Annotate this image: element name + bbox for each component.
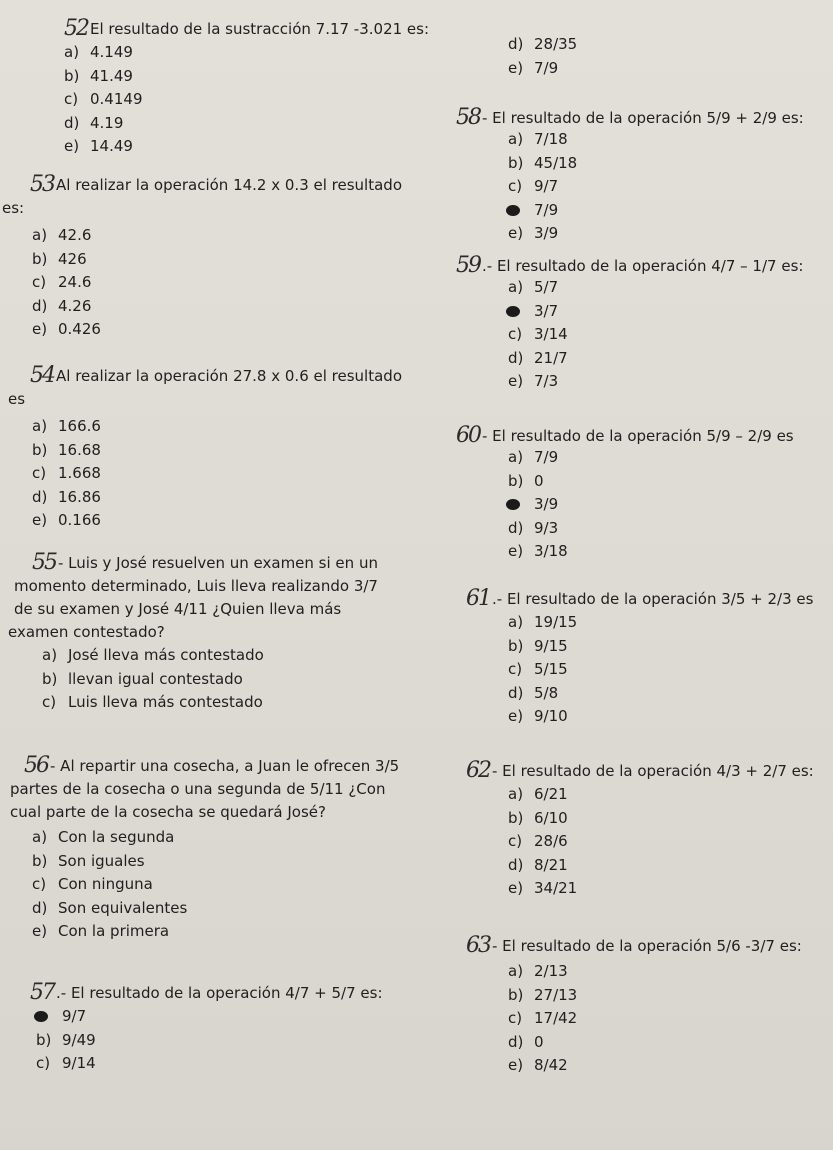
question-stem-cont: es: xyxy=(2,199,25,217)
option-c[interactable]: c) 9/7 xyxy=(508,177,559,195)
option-b-marked[interactable]: 3/7 xyxy=(508,300,826,324)
option-c-marked[interactable]: 3/9 xyxy=(508,493,826,517)
question-number: 59 xyxy=(456,253,480,278)
question-number: 54 xyxy=(30,363,54,388)
option-c[interactable]: c) 24.6 xyxy=(32,273,92,291)
option-c[interactable]: c) 17/42 xyxy=(508,1009,578,1027)
question-stem-cont: cual parte de la cosecha se quedará José? xyxy=(10,803,326,821)
option-d-marked[interactable]: 7/9 xyxy=(508,199,826,223)
question-stem-cont: es xyxy=(8,390,26,408)
option-a[interactable]: a) 2/13 xyxy=(508,962,568,980)
question-52-continued xyxy=(508,33,708,80)
question-stem-cont: partes de la cosecha o una segunda de 5/11 ¿Con xyxy=(10,780,386,798)
option-a[interactable]: a) 42.6 xyxy=(32,226,92,244)
option-a[interactable]: a) José lleva más contestado xyxy=(42,646,264,664)
question-56 xyxy=(10,753,464,944)
question-stem: - Luis y José resuelven un examen si en un xyxy=(58,554,378,572)
question-stem-cont: examen contestado? xyxy=(8,623,165,641)
question-stem: - El resultado de la operación 4/3 + 2/7 es: xyxy=(492,762,814,780)
question-stem: Al realizar la operación 27.8 x 0.6 el resultado xyxy=(56,367,402,385)
option-c[interactable]: c) 0.4149 xyxy=(64,90,143,108)
option-a[interactable]: a) 19/15 xyxy=(508,613,578,631)
option-e[interactable]: e) 3/18 xyxy=(508,542,568,560)
question-53 xyxy=(2,172,460,342)
option-d[interactable]: d) 0 xyxy=(508,1032,544,1051)
question-number: 56 xyxy=(24,753,48,778)
option-a[interactable]: a) 5/7 xyxy=(508,278,559,296)
question-63 xyxy=(466,933,826,1078)
option-b[interactable]: b) 0 xyxy=(508,471,544,490)
option-a[interactable]: a) Con la segunda xyxy=(32,828,175,846)
question-stem: El resultado de la sustracción 7.17 -3.021 es: xyxy=(90,20,430,38)
option-c[interactable]: c) 1.668 xyxy=(32,464,101,482)
option-c[interactable]: c) 5/15 xyxy=(508,660,568,678)
option-e[interactable]: e) 9/10 xyxy=(508,707,568,725)
option-e[interactable]: e) 14.49 xyxy=(64,137,133,155)
question-62 xyxy=(466,758,826,901)
option-d[interactable]: d) 5/8 xyxy=(508,683,559,702)
option-b[interactable]: b) Son iguales xyxy=(32,851,145,870)
option-a[interactable]: a) 6/21 xyxy=(508,785,568,803)
option-e[interactable]: e) 8/42 xyxy=(508,1056,568,1074)
option-e[interactable]: e) 34/21 xyxy=(508,879,578,897)
option-d[interactable]: d) 8/21 xyxy=(508,855,568,874)
question-stem: - Al repartir una cosecha, a Juan le ofrecen 3/5 xyxy=(50,757,400,775)
question-number: 55 xyxy=(32,550,56,575)
option-b[interactable]: b) 9/15 xyxy=(508,636,568,655)
option-c[interactable]: c) Luis lleva más contestado xyxy=(42,693,263,711)
question-stem: .- El resultado de la operación 4/7 – 1/7 es: xyxy=(482,257,804,275)
option-b[interactable]: b) 45/18 xyxy=(508,153,578,172)
question-60 xyxy=(456,423,826,564)
question-stem: Al realizar la operación 14.2 x 0.3 el resultado xyxy=(56,176,402,194)
question-number: 60 xyxy=(456,423,480,448)
option-e[interactable]: e) 7/3 xyxy=(508,372,559,390)
option-d[interactable]: d) 4.19 xyxy=(64,113,124,132)
option-c[interactable]: c) 3/14 xyxy=(508,325,568,343)
option-a[interactable]: a) 7/18 xyxy=(508,130,568,148)
question-stem: - El resultado de la operación 5/9 + 2/9 es: xyxy=(482,109,804,127)
option-b[interactable]: b) 41.49 xyxy=(64,66,133,85)
option-d[interactable]: d) 28/35 xyxy=(508,35,578,53)
option-d[interactable]: d) 21/7 xyxy=(508,348,568,367)
option-c[interactable]: c) 28/6 xyxy=(508,832,568,850)
question-55 xyxy=(8,550,462,715)
question-stem: .- El resultado de la operación 3/5 + 2/3 es xyxy=(492,590,814,608)
option-d[interactable]: d) Son equivalentes xyxy=(32,898,188,917)
option-c[interactable]: c) 9/14 xyxy=(36,1054,96,1072)
option-d[interactable]: d) 16.86 xyxy=(32,487,101,506)
question-stem-cont: momento determinado, Luis lleva realizando 3/7 xyxy=(14,577,378,595)
question-number: 57 xyxy=(30,980,54,1005)
option-d[interactable]: d) 9/3 xyxy=(508,518,559,537)
option-e[interactable]: e) 3/9 xyxy=(508,224,559,242)
option-d[interactable]: d) 4.26 xyxy=(32,296,92,315)
option-b[interactable]: b) 16.68 xyxy=(32,440,101,459)
option-e[interactable]: e) 0.426 xyxy=(32,320,101,338)
option-b[interactable]: b) llevan igual contestado xyxy=(42,669,243,688)
question-stem: - El resultado de la operación 5/9 – 2/9 es xyxy=(482,427,794,445)
option-a[interactable]: a) 166.6 xyxy=(32,417,101,435)
option-b[interactable]: b) 9/49 xyxy=(36,1030,96,1049)
option-a-marked[interactable]: 9/7 xyxy=(36,1005,460,1029)
question-number: 58 xyxy=(456,105,480,130)
option-a[interactable]: a) 7/9 xyxy=(508,448,559,466)
question-58 xyxy=(456,105,826,246)
question-number: 63 xyxy=(466,933,490,958)
question-52 xyxy=(64,16,484,159)
question-stem: .- El resultado de la operación 4/7 + 5/7 es: xyxy=(56,984,383,1002)
option-a[interactable]: a) 4.149 xyxy=(64,43,133,61)
option-e[interactable]: e) 7/9 xyxy=(508,58,559,77)
question-number: 62 xyxy=(466,758,490,783)
question-number: 61 xyxy=(466,586,490,611)
question-59 xyxy=(456,253,826,394)
question-number: 53 xyxy=(30,172,54,197)
question-61 xyxy=(466,586,826,729)
option-b[interactable]: b) 6/10 xyxy=(508,808,568,827)
option-e[interactable]: e) 0.166 xyxy=(32,511,101,529)
question-stem: - El resultado de la operación 5/6 -3/7 es: xyxy=(492,937,802,955)
question-57 xyxy=(30,980,460,1076)
question-54 xyxy=(8,363,460,533)
option-c[interactable]: c) Con ninguna xyxy=(32,875,153,893)
option-e[interactable]: e) Con la primera xyxy=(32,922,170,940)
option-b[interactable]: b) 27/13 xyxy=(508,985,578,1004)
option-b[interactable]: b) 426 xyxy=(32,249,87,268)
question-stem-cont: de su examen y José 4/11 ¿Quien lleva más xyxy=(14,600,342,618)
question-number: 52 xyxy=(64,16,88,41)
